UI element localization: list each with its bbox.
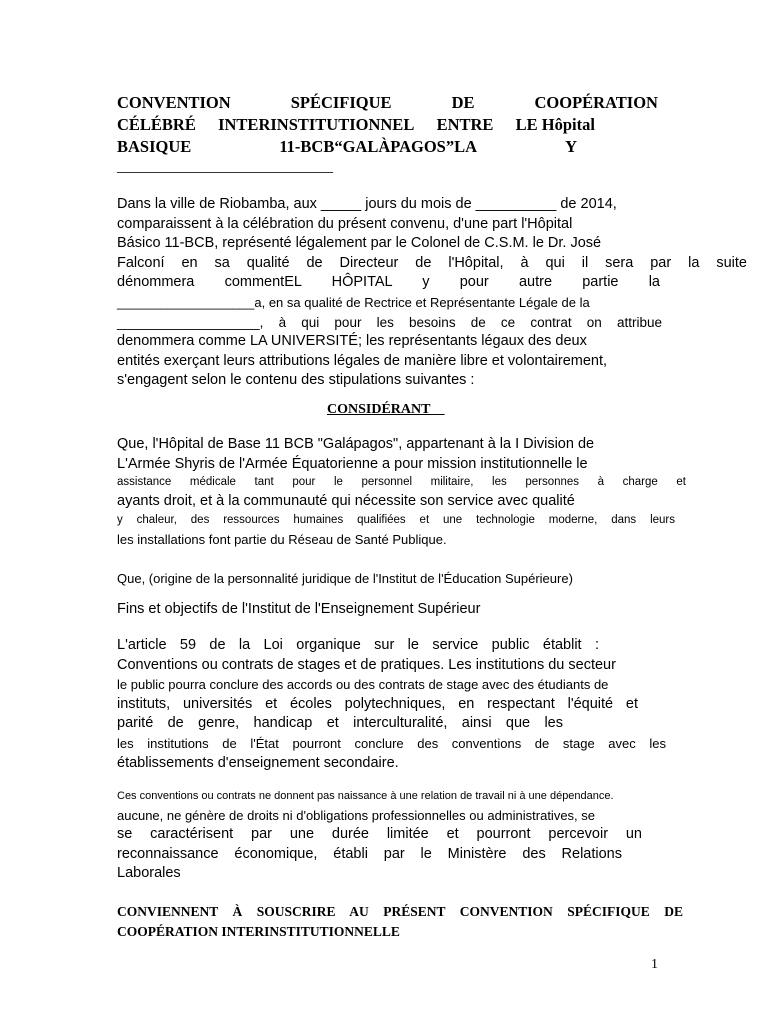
text-line: Falconí en sa qualité de Directeur de l'Hôpital, à qui il sera par la suite: [117, 254, 747, 271]
page-number: 1: [651, 957, 658, 972]
title-word: 11-BCB“GALÀPAGOS”LA: [279, 137, 478, 156]
text-line: Laborales: [117, 865, 181, 882]
text-line: L'article 59 de la Loi organique sur le service public établit :: [117, 637, 599, 653]
text-line: se caractérisent par une durée limitée et pourront percevoir un: [117, 826, 642, 842]
text-line: Ces conventions ou contrats ne donnent pas naissance à une relation de travail ni à une dépendance.: [117, 790, 614, 802]
fins-line: Fins et objectifs de l'Institut de l'Enseignement Supérieur: [117, 601, 481, 617]
considerant-title: CONSIDÉRANT: [327, 402, 431, 417]
text-line: Dans la ville de Riobamba, aux _____ jours du mois de __________ de 2014,: [117, 196, 617, 212]
text-line: L'Armée Shyris de l'Armée Équatorienne a pour mission institutionnelle le: [117, 455, 588, 472]
title-word: CÉLÉBRÉ: [117, 115, 196, 134]
title-word: DE: [451, 93, 475, 112]
title-word: BASIQUE: [117, 137, 192, 156]
text-line: CONVIENNENT À SOUSCRIRE AU PRÉSENT CONVENTION SPÉCIFIQUE DE: [117, 904, 683, 919]
title-line-1: [117, 92, 658, 114]
title-word: COOPÉRATION: [534, 93, 658, 112]
que-paragraph-2: Que, (origine de la personnalité juridique de l'Institut de l'Éducation Supérieure): [117, 571, 573, 586]
text-line: ___________________, à qui pour les besoins de ce contrat on attribue: [117, 314, 662, 330]
text-line: les installations font partie du Réseau de Santé Publique.: [117, 532, 447, 548]
text-line: s'engagent selon le contenu des stipulations suivantes :: [117, 372, 475, 389]
conviennent-heading: [117, 902, 683, 942]
conventions-paragraph: [117, 787, 687, 884]
intro-paragraph: [117, 195, 747, 391]
text-line: Básico 11-BCB, représenté légalement par le Colonel de C.S.M. le Dr. José: [117, 235, 602, 252]
title-line-4: ___________________________: [117, 158, 333, 175]
text-line: le public pourra conclure des accords ou des contrats de stage avec des étudiants de: [117, 677, 609, 693]
text-line: ___________________a, en sa qualité de Rectrice et Représentante Légale de la: [117, 294, 590, 310]
text-line: comparaissent à la célébration du présent convenu, d'une part l'Hôpital: [117, 215, 573, 232]
title-word: CONVENTION: [117, 93, 231, 112]
title-word: SPÉCIFIQUE: [290, 93, 392, 112]
text-line: denommera comme LA UNIVERSITÉ; les représentants légaux des deux: [117, 333, 587, 350]
text-line: établissements d'enseignement secondaire.: [117, 754, 399, 771]
title-word: INTERINSTITUTIONNEL: [218, 115, 415, 134]
title-line-2: [117, 114, 595, 136]
text-line: aucune, ne génère de droits ni d'obligations professionnelles ou administratives, se: [117, 808, 595, 823]
text-line: parité de genre, handicap et interculturalité, ainsi que les: [117, 715, 563, 732]
title-line-3: [117, 136, 577, 158]
text-line: dénommera commentEL HÔPITAL y pour autre partie la: [117, 274, 660, 291]
text-line: COOPÉRATION INTERINSTITUTIONNELLE: [117, 924, 400, 939]
text-line: reconnaissance économique, établi par le Ministère des Relations: [117, 845, 622, 862]
title-word: LE Hôpital: [515, 115, 595, 134]
text-line: y chaleur, des ressources humaines qualifiées et une technologie moderne, dans leurs: [117, 514, 675, 527]
title-word: ENTRE: [436, 115, 494, 134]
text-line: Conventions ou contrats de stages et de pratiques. Les institutions du secteur: [117, 656, 616, 673]
que-paragraph-1: [117, 435, 687, 550]
text-line: instituts, universités et écoles polytechniques, en respectant l'équité et: [117, 695, 638, 712]
text-line: assistance médicale tant pour le personnel militaire, les personnes à charge et: [117, 476, 686, 489]
considerant-underline: __: [430, 402, 445, 417]
text-line: Que, l'Hôpital de Base 11 BCB "Galápagos", appartenant à la I Division de: [117, 436, 595, 452]
article-paragraph: [117, 636, 667, 773]
considerant-heading: [327, 400, 444, 420]
text-line: les institutions de l'État pourront conclure des conventions de stage avec les: [117, 735, 666, 751]
title-word: Y: [565, 137, 577, 156]
text-line: entités exerçant leurs attributions légales de manière libre et volontairement,: [117, 352, 608, 369]
text-line: ayants droit, et à la communauté qui nécessite son service avec qualité: [117, 493, 575, 510]
